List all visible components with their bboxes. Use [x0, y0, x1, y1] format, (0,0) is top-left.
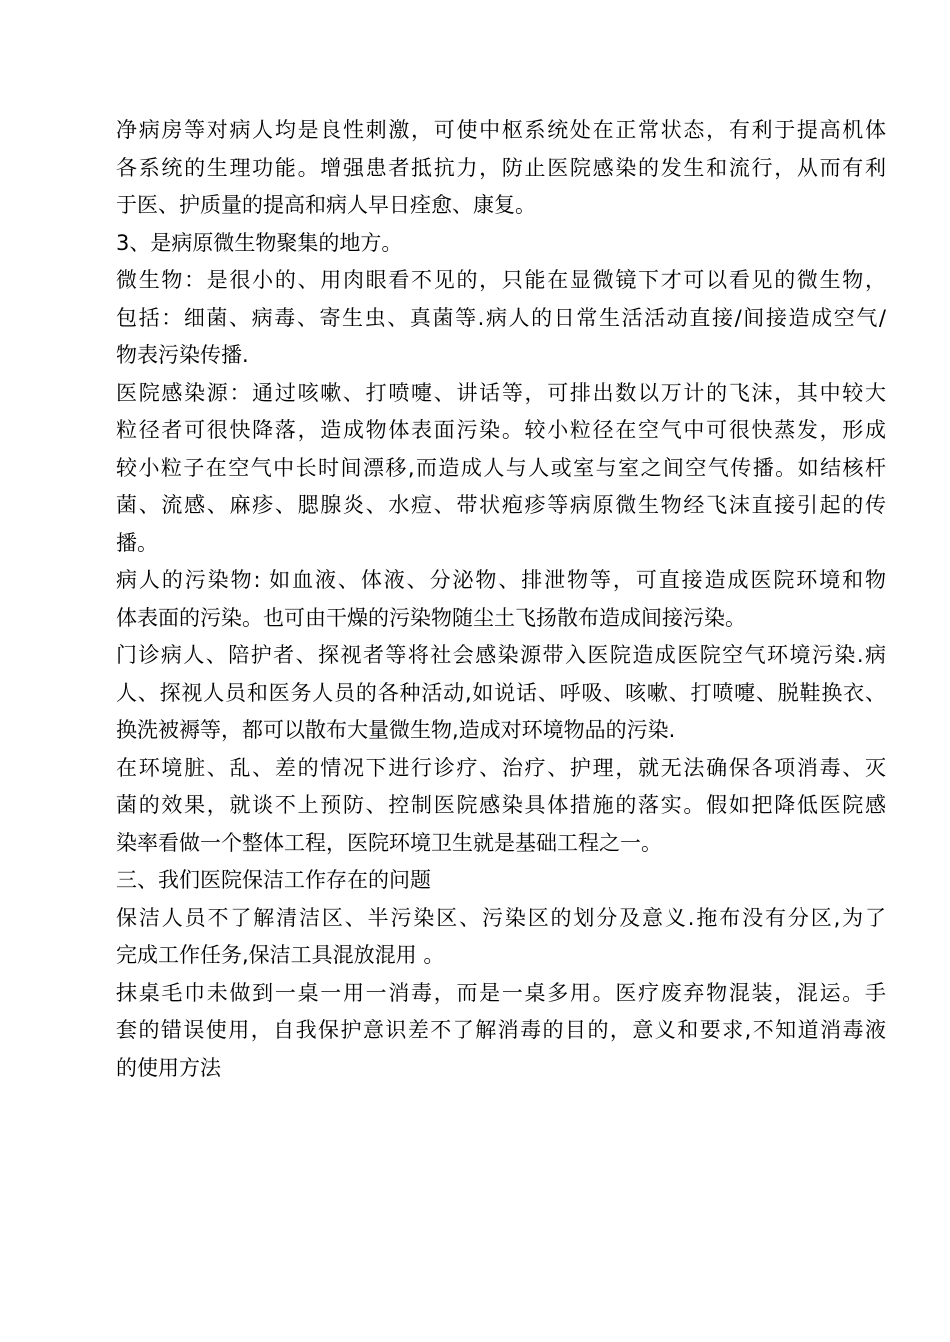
text-line: 病人的污染物: 如血液、体液、分泌物、排泄物等，可直接造成医院环境和物	[116, 568, 886, 592]
text-line: 体表面的污染。也可由干燥的污染物随尘土飞扬散布造成间接污染。	[116, 605, 746, 630]
text-line: 较小粒子在空气中长时间漂移,而造成人与人或室与室之间空气传播。如结核杆	[116, 455, 886, 480]
text-line: 各系统的生理功能。增强患者抵抗力，防止医院感染的发生和流行，从而有利	[116, 155, 886, 180]
text-line: 净病房等对病人均是良性刺激，可使中枢系统处在正常状态，有利于提高机体	[116, 118, 886, 142]
text-line: 完成工作任务,保洁工具混放混用 。	[116, 943, 445, 967]
text-line: 播。	[116, 530, 158, 555]
text-line: 微生物：是很小的、用肉眼看不见的，只能在显微镜下才可以看见的微生物，	[116, 268, 886, 292]
text-line: 门诊病人、陪护者、探视者等将社会感染源带入医院造成医院空气环境污染.病	[116, 643, 886, 667]
text-line: 粒径者可很快降落，造成物体表面污染。较小粒径在空气中可很快蒸发，形成	[116, 418, 886, 442]
text-line: 套的错误使用，自我保护意识差不了解消毒的目的，意义和要求,不知道消毒液	[116, 1018, 886, 1042]
text-line: 的使用方法	[116, 1055, 221, 1080]
text-line: 换洗被褥等，都可以散布大量微生物,造成对环境物品的污染.	[116, 718, 676, 742]
text-line: 菌、流感、麻疹、腮腺炎、水痘、带状疱疹等病原微生物经飞沫直接引起的传	[116, 493, 886, 517]
text-line: 在环境脏、乱、差的情况下进行诊疗、治疗、护理，就无法确保各项消毒、灭	[116, 755, 886, 780]
text-line: 保洁人员不了解清洁区、半污染区、污染区的划分及意义.拖布没有分区,为了	[116, 905, 886, 930]
document-body	[116, 112, 886, 1087]
text-line: 物表污染传播.	[116, 343, 249, 367]
text-line: 包括：细菌、病毒、寄生虫、真菌等.病人的日常生活活动直接/间接造成空气/	[116, 305, 886, 330]
text-line: 抹桌毛巾未做到一桌一用一消毒，而是一桌多用。医疗废弃物混装，混运。手	[116, 980, 886, 1005]
text-line: 人、探视人员和医务人员的各种活动,如说话、呼吸、咳嗽、打喷嚏、脱鞋换衣、	[116, 680, 886, 705]
section-heading: 三、我们医院保洁工作存在的问题	[116, 868, 431, 892]
text-line: 医院感染源：通过咳嗽、打喷嚏、讲话等，可排出数以万计的飞沫，其中较大	[116, 380, 886, 405]
text-line: 3、是病原微生物聚集的地方。	[116, 230, 403, 255]
text-line: 于医、护质量的提高和病人早日痊愈、康复。	[116, 193, 536, 217]
text-line: 菌的效果，就谈不上预防、控制医院感染具体措施的落实。假如把降低医院感	[116, 793, 886, 817]
text-line: 染率看做一个整体工程，医院环境卫生就是基础工程之一。	[116, 830, 662, 855]
